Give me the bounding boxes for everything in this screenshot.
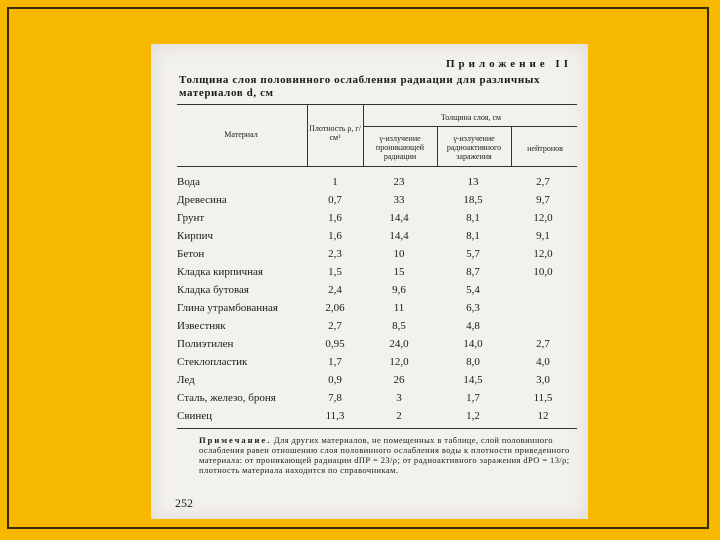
row-gamma-penetrating: 14,4	[389, 230, 409, 242]
row-density: 2,7	[328, 320, 342, 332]
row-gamma-contamination: 13	[467, 176, 479, 188]
row-density: 11,3	[325, 410, 345, 422]
table-bottom-rule	[177, 428, 577, 429]
row-material: Свинец	[177, 410, 213, 422]
row-density: 1	[332, 176, 338, 188]
row-neutrons: 9,1	[536, 230, 550, 242]
row-material: Полиэтилен	[177, 338, 234, 350]
row-gamma-penetrating: 10	[393, 248, 405, 260]
page-number: 252	[175, 496, 193, 510]
header-top-rule	[177, 104, 577, 105]
row-gamma-contamination: 6,3	[466, 302, 480, 314]
row-density: 1,5	[328, 266, 342, 278]
row-gamma-contamination: 1,2	[466, 410, 480, 422]
row-material: Древесина	[177, 194, 227, 206]
row-density: 2,4	[328, 284, 342, 296]
row-material: Глина утрамбованная	[177, 302, 278, 314]
row-material: Бетон	[177, 248, 205, 260]
row-gamma-contamination: 1,7	[466, 392, 480, 404]
document-page	[151, 44, 588, 519]
row-neutrons: 9,7	[536, 194, 550, 206]
row-gamma-penetrating: 14,4	[389, 212, 409, 224]
row-gamma-penetrating: 9,6	[392, 284, 406, 296]
row-neutrons: 12	[537, 410, 549, 422]
row-gamma-penetrating: 24,0	[389, 338, 409, 350]
row-material: Сталь, железо, броня	[177, 392, 276, 404]
row-gamma-contamination: 4,8	[466, 320, 480, 332]
header-gamma-contamination: γ-излучение радиоактивного заражения	[446, 134, 502, 161]
row-gamma-contamination: 8,7	[466, 266, 480, 278]
row-density: 1,7	[328, 356, 342, 368]
row-gamma-penetrating: 12,0	[389, 356, 409, 368]
row-material: Стеклопластик	[177, 356, 248, 368]
row-neutrons: 2,7	[536, 176, 550, 188]
footnote-text: Для других материалов, не помещенных в таблице, слой половинного ослабления равен отношению слоя половинного ослабления воды к плотности приведенного материала: от проникающей радиации dПР = 23/ρ; от радиоактивного заражения dРО = 13/ρ; плотность материала находится по справочникам.	[199, 435, 570, 475]
footnote	[199, 435, 577, 475]
table-title: Толщина слоя половинного ослабления радиации для различных материалов d, см	[179, 74, 541, 99]
row-material: Кирпич	[177, 230, 214, 242]
row-material: Кладка бутовая	[177, 284, 249, 296]
row-gamma-penetrating: 33	[393, 194, 405, 206]
row-density: 0,95	[325, 338, 345, 350]
row-neutrons: 12,0	[533, 248, 553, 260]
row-neutrons: 3,0	[536, 374, 550, 386]
row-gamma-contamination: 8,1	[466, 230, 480, 242]
row-neutrons: 11,5	[533, 392, 553, 404]
row-gamma-penetrating: 26	[393, 374, 405, 386]
row-density: 2,06	[325, 302, 345, 314]
row-material: Лед	[177, 374, 195, 386]
row-gamma-contamination: 18,5	[463, 194, 483, 206]
appendix-label: Приложение II	[446, 58, 572, 70]
row-neutrons: 12,0	[533, 212, 553, 224]
header-divider	[511, 126, 512, 166]
row-gamma-contamination: 8,0	[466, 356, 480, 368]
row-gamma-penetrating: 3	[396, 392, 402, 404]
row-density: 0,9	[328, 374, 342, 386]
row-neutrons: 4,0	[536, 356, 550, 368]
subheader-rule	[363, 126, 577, 127]
header-divider	[307, 104, 308, 166]
header-gamma-penetrating: γ-излучение проникающей радиации	[375, 134, 425, 161]
row-density: 1,6	[328, 212, 342, 224]
row-gamma-penetrating: 2	[396, 410, 402, 422]
row-gamma-penetrating: 8,5	[392, 320, 406, 332]
row-gamma-penetrating: 15	[393, 266, 405, 278]
row-gamma-contamination: 14,5	[463, 374, 483, 386]
row-density: 7,8	[328, 392, 342, 404]
row-gamma-contamination: 8,1	[466, 212, 480, 224]
row-neutrons: 2,7	[536, 338, 550, 350]
footnote-label: Примечание.	[199, 435, 272, 445]
header-neutrons: нейтронов	[527, 144, 563, 153]
row-material: Кладка кирпичная	[177, 266, 263, 278]
header-divider	[363, 104, 364, 166]
header-thickness-group: Толщина слоя, см	[440, 113, 502, 122]
row-gamma-contamination: 5,4	[466, 284, 480, 296]
header-density: Плотность ρ, г/см³	[309, 124, 361, 142]
row-gamma-contamination: 14,0	[463, 338, 483, 350]
row-material: Вода	[177, 176, 200, 188]
header-bottom-rule	[177, 166, 577, 167]
row-density: 1,6	[328, 230, 342, 242]
row-density: 0,7	[328, 194, 342, 206]
row-material: Известняк	[177, 320, 226, 332]
row-gamma-penetrating: 11	[393, 302, 405, 314]
row-gamma-contamination: 5,7	[466, 248, 480, 260]
row-density: 2,3	[328, 248, 342, 260]
row-gamma-penetrating: 23	[393, 176, 405, 188]
header-material: Материал	[224, 130, 258, 139]
header-divider	[437, 126, 438, 166]
row-neutrons: 10,0	[533, 266, 553, 278]
row-material: Грунт	[177, 212, 205, 224]
